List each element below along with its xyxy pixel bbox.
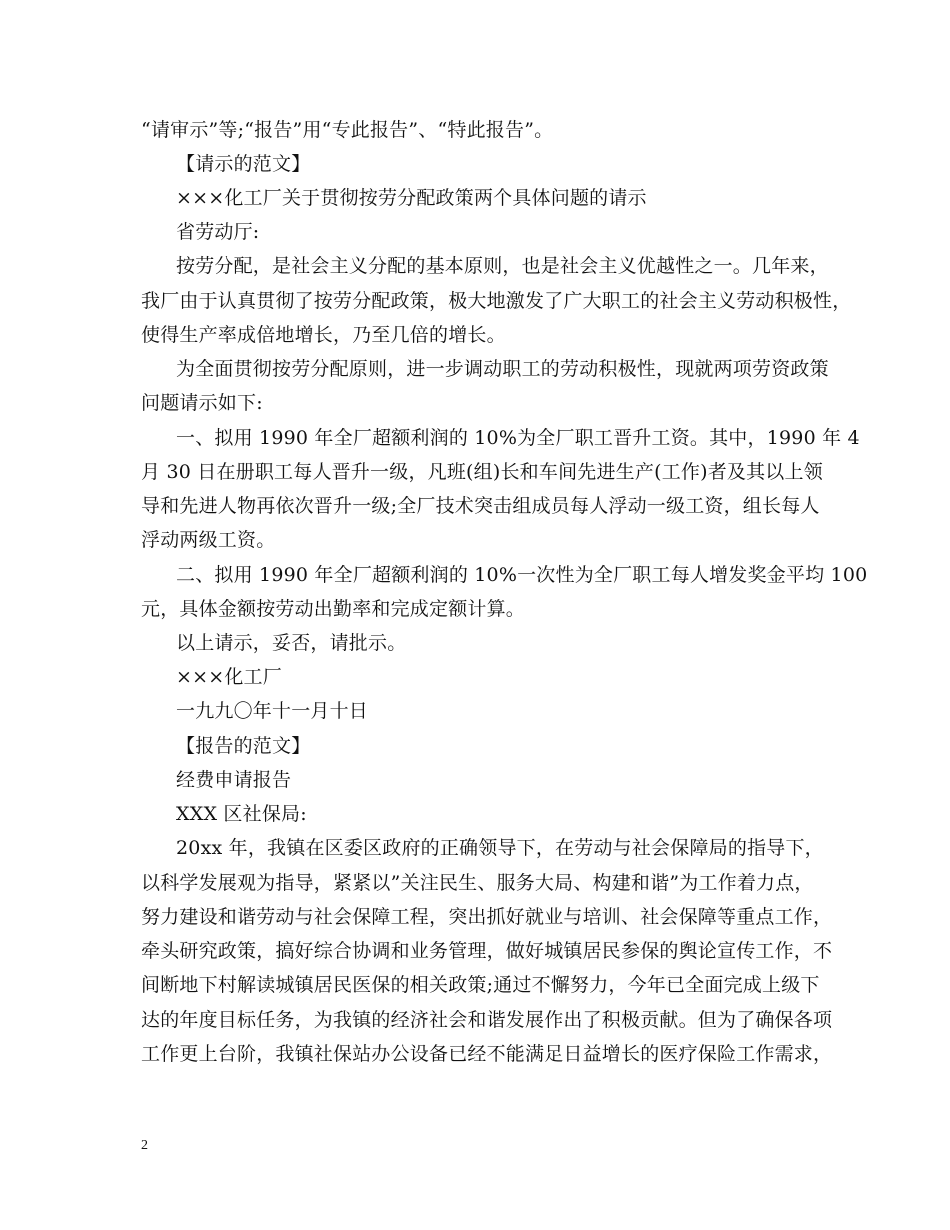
report-title: 经费申请报告 — [176, 769, 292, 791]
request-addressee: 省劳动厅: — [176, 221, 260, 243]
page-number: 2 — [141, 1138, 148, 1153]
text-line: 浮动两级工资。 — [141, 529, 276, 551]
text-line: 为全面贯彻按劳分配原则，进一步调动职工的劳动积极性，现就两项劳资政策 — [176, 358, 829, 380]
text-line: 努力建设和谐劳动与社会保障工程，突出抓好就业与培训、社会保障等重点工作， — [141, 906, 833, 928]
section-heading-request-sample: 【请示的范文】 — [176, 153, 311, 175]
text-line: 使得生产率成倍地增长，乃至几倍的增长。 — [141, 324, 506, 346]
text-line: 牵头研究政策，搞好综合协调和业务管理，做好城镇居民参保的舆论宣传工作，不 — [141, 940, 833, 962]
text-line: 20xx 年，我镇在区委区政府的正确领导下，在劳动与社会保障局的指导下， — [176, 837, 824, 859]
text-line: 以科学发展观为指导，紧紧以”关注民生、服务大局、构建和谐”为工作着力点， — [141, 872, 814, 894]
report-addressee: XXX 区社保局: — [176, 803, 307, 825]
text-line: 问题请示如下: — [141, 392, 263, 414]
text-line: “请审示”等;“报告”用“专此报告”、“特此报告”。 — [141, 119, 554, 141]
text-line: 工作更上台阶，我镇社保站办公设备已经不能满足日益增长的医疗保险工作需求， — [141, 1043, 833, 1065]
text-line: 按劳分配，是社会主义分配的基本原则，也是社会主义优越性之一。几年来， — [176, 255, 829, 277]
request-signature: ×××化工厂 — [176, 666, 282, 688]
text-line: 月 30 日在册职工每人晋升一级，凡班(组)长和车间先进生产(工作)者及其以上领 — [141, 461, 823, 483]
text-line: 一、拟用 1990 年全厂超额利润的 10%为全厂职工晋升工资。其中，1990 年 4 — [176, 427, 860, 449]
request-date: 一九九〇年十一月十日 — [176, 700, 369, 722]
text-line: 间断地下村解读城镇居民医保的相关政策;通过不懈努力，今年已全面完成上级下 — [141, 974, 820, 996]
text-line: 元，具体金额按劳动出勤率和完成定额计算。 — [141, 598, 526, 620]
request-closing: 以上请示，妥否，请批示。 — [176, 632, 407, 654]
section-heading-report-sample: 【报告的范文】 — [176, 735, 311, 757]
text-line: 导和先进人物再依次晋升一级;全厂技术突击组成员每人浮动一级工资，组长每人 — [141, 495, 820, 517]
text-line: 二、拟用 1990 年全厂超额利润的 10%一次性为全厂职工每人增发奖金平均 100 — [176, 564, 868, 586]
request-title: ×××化工厂关于贯彻按劳分配政策两个具体问题的请示 — [176, 187, 647, 209]
text-line: 达的年度目标任务，为我镇的经济社会和谐发展作出了积极贡献。但为了确保各项 — [141, 1009, 833, 1031]
text-line: 我厂由于认真贯彻了按劳分配政策，极大地激发了广大职工的社会主义劳动积极性， — [141, 290, 852, 312]
